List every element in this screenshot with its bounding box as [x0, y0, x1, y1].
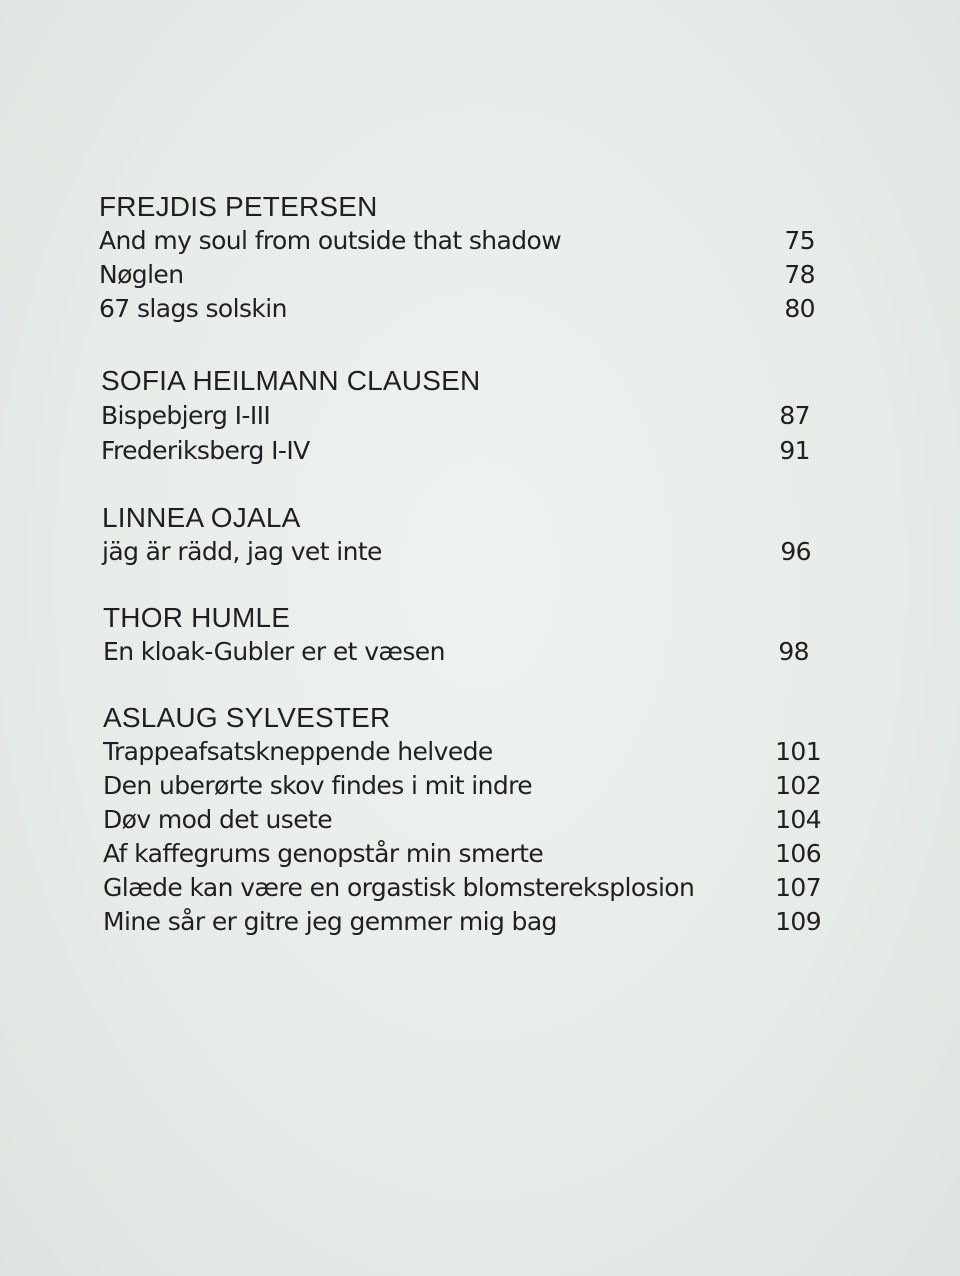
- entry-title: And my soul from outside that shadow: [99, 226, 562, 255]
- author-name: ASLAUG SYLVESTER: [103, 702, 391, 733]
- toc-entry: [103, 837, 821, 871]
- entry-page-number: 96: [780, 537, 811, 566]
- toc-entry: [103, 735, 821, 769]
- entry-page-number: 98: [778, 637, 809, 666]
- entry-title: Nøglen: [99, 260, 184, 289]
- entry-title: Mine sår er gitre jeg gemmer mig bag: [103, 907, 557, 936]
- author-name: FREJDIS PETERSEN: [99, 191, 378, 222]
- toc-entry: [99, 292, 815, 326]
- toc-entry: [103, 635, 809, 669]
- entry-title: Trappeafsatskneppende helvede: [103, 737, 493, 766]
- entry-title: Af kaffegrums genopstår min smerte: [103, 839, 544, 868]
- entry-title: jäg är rädd, jag vet inte: [102, 537, 382, 566]
- author-name: SOFIA HEILMANN CLAUSEN: [101, 365, 481, 396]
- entry-page-number: 106: [775, 839, 821, 868]
- entry-title: Den uberørte skov findes i mit indre: [103, 771, 533, 800]
- toc-entry: [101, 433, 810, 468]
- toc-entry: [103, 803, 821, 837]
- entry-title: En kloak-Gubler er et væsen: [103, 637, 445, 666]
- toc-entry: [99, 258, 815, 292]
- entry-page-number: 101: [775, 737, 821, 766]
- entry-title: Frederiksberg I-IV: [101, 436, 310, 465]
- entry-page-number: 80: [784, 294, 815, 323]
- toc-section-sofia-heilmann-clausen: [101, 364, 810, 468]
- entry-page-number: 107: [775, 873, 821, 902]
- entry-page-number: 78: [784, 260, 815, 289]
- entry-title: Bispebjerg I-III: [101, 401, 271, 430]
- entry-page-number: 104: [775, 805, 821, 834]
- toc-entry: [103, 905, 821, 939]
- toc-section-thor-humle: [103, 601, 809, 669]
- entry-page-number: 109: [775, 907, 821, 936]
- toc-entry: [103, 769, 821, 803]
- toc-entry: [99, 224, 815, 258]
- entry-page-number: 75: [784, 226, 815, 255]
- toc-entry: [101, 398, 810, 433]
- entry-title: Døv mod det usete: [103, 805, 332, 834]
- entry-title: Glæde kan være en orgastisk blomstereksplosion: [103, 873, 695, 902]
- toc-entry: [103, 871, 821, 905]
- toc-section-aslaug-sylvester: [103, 701, 821, 939]
- toc-section-linnea-ojala: [102, 501, 811, 569]
- entry-page-number: 91: [779, 436, 810, 465]
- author-name: THOR HUMLE: [103, 602, 291, 633]
- author-name: LINNEA OJALA: [102, 502, 301, 533]
- toc-entry: [102, 535, 811, 569]
- entry-page-number: 102: [775, 771, 821, 800]
- entry-title: 67 slags solskin: [99, 294, 287, 323]
- toc-section-frejdis-petersen: [99, 190, 815, 326]
- entry-page-number: 87: [779, 401, 810, 430]
